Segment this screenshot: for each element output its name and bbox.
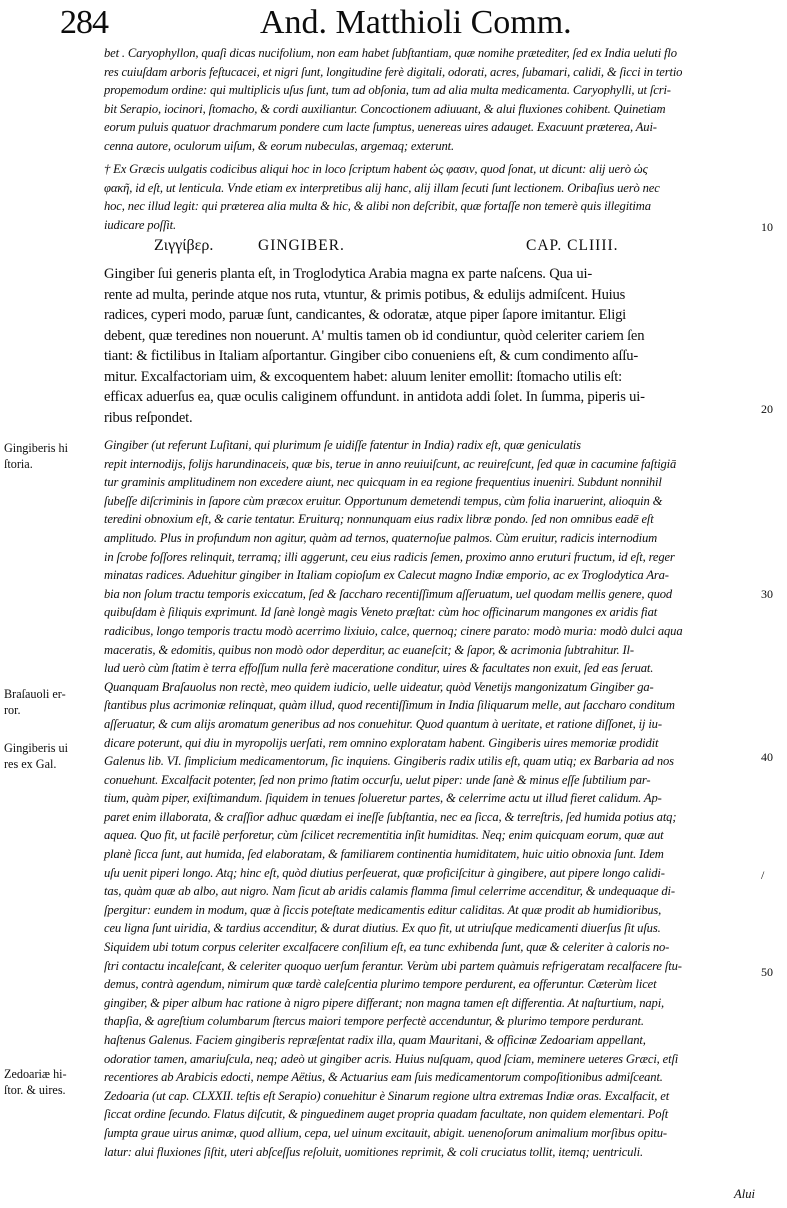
line-number: 10 (761, 220, 773, 234)
text-line: bia non ſolum tractu temporis exiccatum, ſed & ſaccharo recentiſſimum aſſeruatum, uel quodam mellis genere, quod (104, 586, 673, 601)
margin-note-brasauoli-error: Braſauoli er- ror. (4, 687, 66, 717)
text-line: † Ex Græcis uulgatis codicibus aliqui hoc in loco ſcriptum habent ὡς φασιν, quod ſonat, ut dicunt: alij uerò ὡς (104, 162, 648, 176)
margin-mark: / (761, 868, 765, 882)
margin-note-zedoaria: Zedoariæ hi- ſtor. & uires. (4, 1067, 67, 1097)
text-line: ceu ligna ſunt uiridia, & tardius accenditur, & durat diutius. Ex quo fit, ut utriuſque medicamenti diuerſus ſit uſus. (104, 921, 661, 936)
text-line: tur graminis amplitudinem non excedere aiunt, nec quicquam in ea regione frequentius inueniri. Subdunt nonnihil (104, 475, 662, 490)
text-line: maceratis, & edomitis, quibus non modò odor deperditur, ac euaneſcit; & ſapor, & acrimonia ſubtrahitur. Il- (104, 642, 634, 657)
text-line: bet . Caryophyllon, quaſi dicas nucifolium, non eam habet ſubſtantiam, quæ nomihe prætediter, ſed ex India ueluti flo (104, 46, 677, 60)
text-line: recentiores ab Arabicis edocti, nempe Aëtius, & Actuarius eam ſuis medicamentorum compoſitionibus admiſceant. (104, 1070, 663, 1085)
text-line: haſtenus Galenus. Faciem gingiberis repræſentat radix illa, quam Mauritani, & officinæ Zedoariam appellant, (104, 1033, 646, 1047)
page-header (60, 4, 740, 42)
page-number: 284 (60, 4, 108, 41)
text-line: radices, cyperi modo, paruæ ſunt, candicantes, & odoratæ, atque piper ſapore imitantur. Eligi (104, 307, 627, 323)
text-line: gingiber, & piper album hac ratione à nigro pipere differant; non magna tamen eſt differentia. At naſturtium, napi, (104, 995, 665, 1010)
chapter-latin-title: GINGIBER. (258, 237, 345, 254)
text-line: teredini obnoxium eſt, & carie tentatur. Eruiturq; nonnunquam eius radix libræ pondo. ſed non omnibus eadē eſt (104, 512, 654, 527)
greek-codex-note (104, 160, 756, 234)
text-line: cenna autore, oculorum uiſum, & eorum nubeculas, argemaq; exterunt. (104, 138, 454, 153)
text-line: ribus reſpondet. (104, 409, 193, 426)
text-line: φακῆ, id eſt, ut lenticula. Vnde etiam ex interpretibus alij hanc, alij illam ſecuti ſunt lectionem. Oribaſius uerò nec (104, 180, 660, 195)
text-line: conuehunt. Excalfacit potenter, ſed non primo ſtatim occurſu, uelut piper: unde ſanè & minus eſſe ſubtilium par- (104, 772, 651, 787)
text-line: Siquidem ubi totum corpus celeriter excalfacere conſilium eſt, ea tunc exhibenda ſunt, quæ & celeriter à caloris no- (104, 940, 670, 955)
chapter-number: CAP. CLIIII. (526, 237, 619, 254)
running-title: And. Matthioli Comm. (260, 4, 572, 41)
text-line: minatas radices. Aduehitur gingiber in Italiam copioſum ex Calecut magno Indiæ emporio, ac ex Troglodytica Ara- (104, 568, 669, 583)
text-line: repit internodijs, folijs harundinaceis, quæ bis, terue in anno reuiuiſcunt, ac reuireſcunt, ſed quæ in cacumine faſtigiā (104, 456, 677, 471)
text-line: efficax aduerſus ea, quæ oculis caliginem offundunt. in antidota addi ſolet. In ſumma, piperis ui- (104, 389, 645, 405)
text-line: thapſia, & agreſtium columbarum ſtercus maiori tempore perfectè accenduntur, & plurimo tempore perdurant. (104, 1014, 644, 1029)
gingiber-commentary (104, 436, 756, 1161)
line-number: 20 (761, 402, 773, 416)
text-line: propemodum ordine: qui multiplicis uſus ſunt, tum ad obſonia, tum ad alia multa medicamenta. Caryophylli, ut ſcri- (104, 83, 671, 98)
text-line: quibuſdam è ſiliquis exprimunt. Id ſanè longè magis Veneto præſtat: cùm hoc officinarum mangones ex aridis fiat (104, 605, 658, 620)
chapter-greek-title: Ζιγγίβερ. (154, 237, 214, 254)
gingiber-dioscorides-text (104, 264, 756, 428)
text-line: Gingiber ſui generis planta eſt, in Troglodytica Arabia magna ex parte naſcens. Qua ui- (104, 266, 592, 282)
text-line: aquea. Quo fit, ut facilè perforetur, cùm ſcilicet recrementitia inſit humiditas. Neq; enim quicquam eorum, quæ aut (104, 828, 664, 843)
margin-note-gingiber-historia: Gingiberis hi ſtoria. (4, 441, 68, 471)
text-line: ſpergitur: eundem in modum, quæ à ſiccis poteſtate medicamentis editur caliditas. At quæ prodit ab humidioribus, (104, 902, 662, 917)
text-line: hoc, nec illud legit: qui præterea alia multa & hic, & alibi non deſcribit, quæ fortaſſe non temerè quis illegitima (104, 199, 651, 214)
text-line: Quanquam Braſauolus non rectè, meo quidem iudicio, uelle uideatur, quòd Venetijs mangonizatum Gingiber ga- (104, 679, 654, 694)
text-line: Gingiber (ut referunt Luſitani, qui plurimum ſe uidiſſe fatentur in India) radix eſt, quæ geniculatis (104, 438, 581, 452)
catchword: Alui (734, 1187, 755, 1201)
text-line: dicare poterunt, qui diu in myropolijs uerſati, rem omnino exploratam habent. Gingiberis uires memoriæ prodidit (104, 735, 659, 750)
text-line: iudicare poſſit. (104, 217, 176, 232)
text-line: tas, quàm quæ ab albo, aut nigro. Nam ſicut ab aridis calamis flamma ſimul celerrime accenditur, & undequaque di- (104, 884, 675, 899)
text-line: ſtantibus plus acrimoniæ relinquat, quàm illud, quod recentiſſimum in India ſiliquarum melle, aut ſaccharo conditum (104, 698, 675, 713)
line-number: 40 (761, 750, 773, 764)
text-line: debent, quæ teredines non nouerunt. A' multis tamen ob id condiuntur, quòd celeriter cariem ſen (104, 327, 645, 344)
caryophyllon-paragraph (104, 44, 756, 156)
text-line: uſu uenit piperi longo. Atq; hinc eſt, quòd diutius perſeuerat, quæ proficiſcitur à gingibere, aut pipere longo calidi- (104, 865, 665, 880)
text-line: tium, quàm piper, exiſtimandum. ſiquidem in tenues ſolueretur partes, & celerrime actu ut illud fieret calidum. Ap- (104, 791, 662, 806)
text-line: eorum puluis quatuor drachmarum pondere cum lacte ſumptus, uenereas uires adauget. Exacuunt præterea, Aui- (104, 120, 657, 135)
text-line: lud uerò cùm ſtatim è terra effoſſum nulla ferè maceratione conditur, uires & facultates non exuit, ſed eas ſeruat. (104, 661, 654, 676)
text-line: tiant: & fictilibus in Italiam aſportantur. Gingiber cibo conueniens eſt, & cum condimento aſſu- (104, 348, 639, 364)
text-line: planè ſicca ſunt, aut humida, ſed elaboratam, & familiarem continentia humiditatem, huic uitio obnoxia ſunt. Idem (104, 847, 664, 862)
text-line: aſſeruatur, & cum alijs aromatum generibus ad nos conuehitur. Quod quantum à ueritate, et ratione diſſonet, ij iu- (104, 716, 662, 731)
text-line: res cuiuſdam arboris feſtucacei, et nigri ſunt, longitudine ferè digitali, odorati, acres, ſubamari, calidi, & ſicci in tertio (104, 64, 683, 79)
text-line: Zedoaria (ut cap. CLXXII. teſtis eſt Serapio) conuehitur è Sinarum regione ultra extremas Indiæ oras. Excalfacit, et (104, 1088, 670, 1103)
text-line: rente ad multa, perinde atque nos ruta, vtuntur, & primis potibus, & edulijs admiſcent. Huius (104, 286, 626, 303)
text-line: demus, contrà agendum, nimirum quæ tardè caleſcentia plurimo tempore perdurent, ea offeruntur. Cæterùm licet (104, 977, 657, 992)
text-line: paret enim illaborata, & craſſior adhuc quædam ei ineſſe ſubſtantia, nec ea ſicca, & terreſtris, ſed humida potius atq; (104, 809, 677, 824)
line-number: 30 (761, 587, 773, 601)
text-line: ſubeſſe diſcriminis in ſapore cùm præcox eruitur. Opportunum demetendi tempus, cùm folia inaruerint, alioquin & (104, 493, 663, 508)
text-line: radicibus, longo temporis tractu modò acerrimo lixiuio, calce, quernoq; cinere parato: modò muria: modò dulci aqua (104, 623, 683, 638)
text-line: bit Serapio, iocinori, ſtomacho, & cordi auxiliantur. Concoctionem adiuuant, & alui fluxiones cohibent. Quinetiam (104, 101, 666, 116)
text-line: ſumpta graue uirus animæ, quod allium, cepa, uel uinum excitauit, abigit. uenenoſorum animalium morſibus opitu- (104, 1125, 667, 1140)
margin-note-gingiber-uires: Gingiberis ui res ex Gal. (4, 741, 68, 771)
text-line: mitur. Excalfactoriam uim, & excoquentem habet: aluum leniter emollit: ſtomacho utilis eſt: (104, 368, 622, 385)
text-line: Galenus lib. VI. ſimplicium medicamentorum, ſic inquiens. Gingiberis radix utilis eſt, quam utiq; ex Barbaria ad nos (104, 754, 674, 769)
text-line: ſiccat ordine ſecundo. Flatus diſcutit, & pinguedinem auget propria quadam facultate, non quidem elementari. Poſt (104, 1107, 669, 1122)
text-line: odoratior tamen, amariuſcula, neq; adeò ut gingiber acris. Huius nuſquam, quod ſciam, meminere ueteres Græci, etſi (104, 1051, 679, 1066)
line-number: 50 (761, 965, 773, 979)
text-line: latur: alui fluxiones ſiſtit, uteri abſceſſus reſoluit, uomitiones reprimit, & coli cruciatus tollit, itemq; uentriculi. (104, 1144, 643, 1159)
text-line: in ſcrobe foſſores relinquit, terramq; illi aggerunt, ceu eius radicis ſemen, proximo anno eruturi fructum, id eſt, reger (104, 549, 675, 564)
chapter-heading (154, 235, 714, 259)
text-line: amplitudo. Plus in profundum non agitur, quàm ad ternos, quaternoſue palmos. Cùm eruitur, radicis internodium (104, 530, 658, 545)
text-line: ſtri contactu incaleſcant, & celeriter quoquo uerſum ferantur. Verùm ubi partem quàmuis refrigeratam recalfacere ſtu- (104, 958, 682, 973)
